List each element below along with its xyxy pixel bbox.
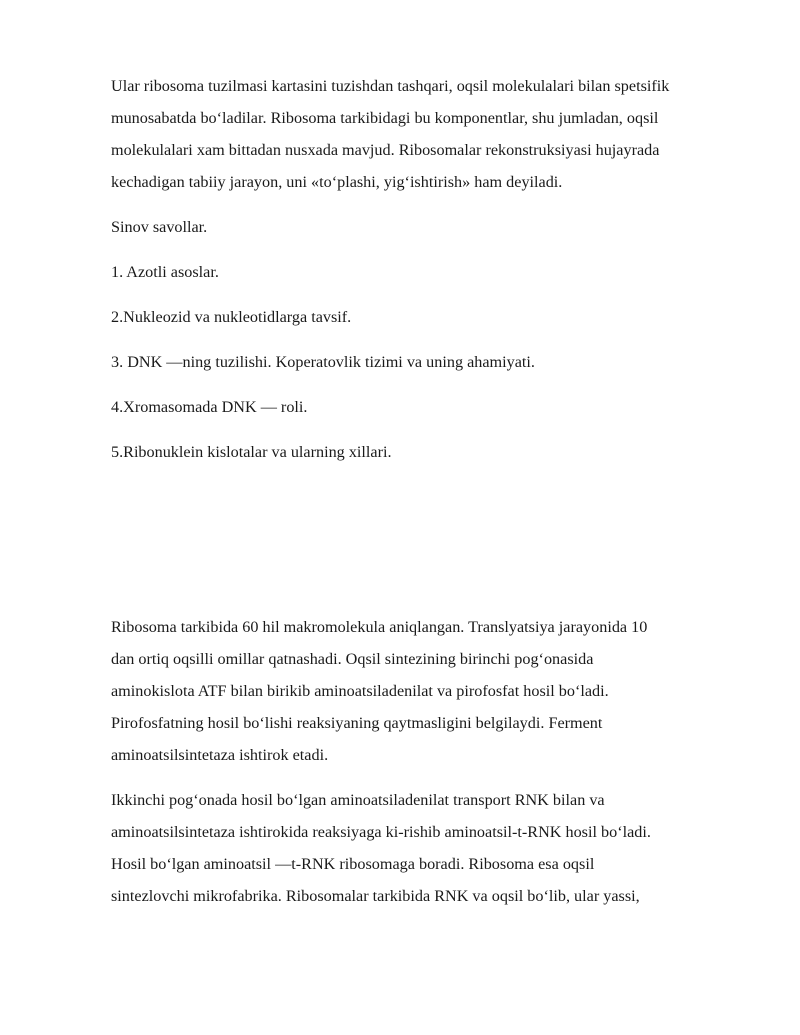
text-line: Pirofosfatning hosil bo‘lishi reaksiyaning qaytmasligini belgilaydi. Ferment bbox=[111, 714, 603, 732]
paragraph-ribosome-structure bbox=[111, 70, 751, 198]
text-line: Ular ribosoma tuzilmasi kartasini tuzishdan tashqari, oqsil molekulalari bilan spetsifik bbox=[111, 77, 670, 95]
text-line: aminoatsilsintetaza ishtirokida reaksiyaga ki-rishib aminoatsil-t-RNK hosil bo‘ladi. bbox=[111, 823, 651, 841]
text-line: Hosil bo‘lgan aminoatsil —t-RNK ribosomaga boradi. Ribosoma esa oqsil bbox=[111, 855, 595, 873]
paragraph-second-stage bbox=[111, 784, 751, 912]
document-page-top bbox=[111, 70, 751, 468]
paragraph-ribosome-macromolecules bbox=[111, 611, 751, 771]
document-page-bottom bbox=[111, 611, 751, 912]
question-item-5: 5.Ribonuklein kislotalar va ularning xillari. bbox=[111, 443, 392, 461]
questions-heading: Sinov savollar. bbox=[111, 218, 208, 236]
text-line: aminokislota ATF bilan birikib aminoatsiladenilat va pirofosfat hosil bo‘ladi. bbox=[111, 682, 609, 700]
question-item-3: 3. DNK —ning tuzilishi. Koperatovlik tizimi va uning ahamiyati. bbox=[111, 353, 535, 371]
text-line: dan ortiq oqsilli omillar qatnashadi. Oqsil sintezining birinchi pog‘onasida bbox=[111, 650, 594, 668]
text-line: kechadigan tabiiy jarayon, uni «to‘plashi, yig‘ishtirish» ham deyiladi. bbox=[111, 173, 563, 191]
question-item-1: 1. Azotli asoslar. bbox=[111, 263, 219, 281]
text-line: molekulalari xam bittadan nusxada mavjud. Ribosomalar rekonstruksiyasi hujayrada bbox=[111, 141, 660, 159]
question-item-2: 2.Nukleozid va nukleotidlarga tavsif. bbox=[111, 308, 352, 326]
text-line: Ribosoma tarkibida 60 hil makromolekula aniqlangan. Translyatsiya jarayonida 10 bbox=[111, 618, 648, 636]
text-line: munosabatda bo‘ladilar. Ribosoma tarkibidagi bu komponentlar, shu jumladan, oqsil bbox=[111, 109, 659, 127]
text-line: sintezlovchi mikrofabrika. Ribosomalar tarkibida RNK va oqsil bo‘lib, ular yassi, bbox=[111, 887, 640, 905]
text-line: Ikkinchi pog‘onada hosil bo‘lgan aminoatsiladenilat transport RNK bilan va bbox=[111, 791, 605, 809]
question-item-4: 4.Xromasomada DNK — roli. bbox=[111, 398, 308, 416]
text-line: aminoatsilsintetaza ishtirok etadi. bbox=[111, 746, 329, 764]
